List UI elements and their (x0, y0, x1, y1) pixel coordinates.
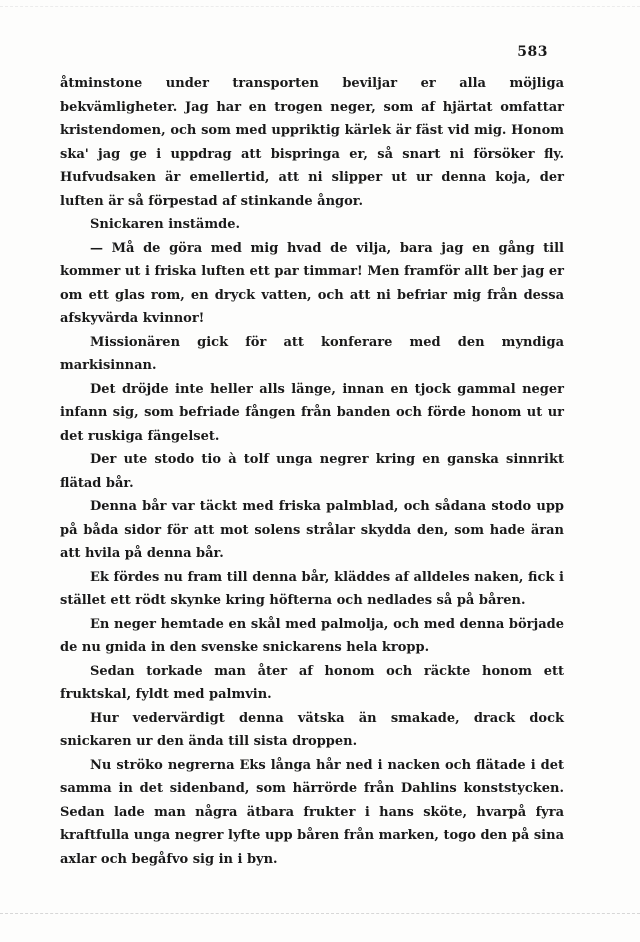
paragraph: Denna bår var täckt med friska palmblad, och sådana stodo upp på båda sidor för att mot solens strålar skydda den, som hade äran att hvila på denna bår. (60, 499, 564, 561)
paragraph: Sedan torkade man åter af honom och räckte honom ett fruktskal, fyldt med palmvin. (60, 663, 564, 702)
paragraph: Der ute stodo tio à tolf unga negrer kring en ganska sinnrikt flätad bår. (60, 452, 564, 491)
page-number: 583 (517, 44, 548, 60)
scan-edge-top (0, 6, 640, 7)
paragraph: Snickaren instämde. (90, 217, 241, 232)
body-text (60, 72, 564, 871)
paragraph: — Må de göra med mig hvad de vilja, bara jag en gång till kommer ut i friska luften ett par timmar! Men framför allt ber jag er om ett glas rom, en dryck vatten, och att ni befriar mig från dessa afskyvärda kvinnor! (60, 240, 564, 326)
paragraph: Ek fördes nu fram till denna bår, kläddes af alldeles naken, fick i stället ett rödt skynke kring höfterna och nedlades så på båren. (60, 569, 564, 608)
paragraph: Det dröjde inte heller alls länge, innan en tjock gammal neger infann sig, som befriade fången från banden och förde honom ut ur det ruskiga fängelset. (60, 381, 564, 444)
paragraph: Nu ströko negrerna Eks långa hår ned i nacken och flätade i det samma in det sidenband, som härrörde från Dahlins konststycken. Sedan lade man några ätbara frukter i hans sköte, hvarpå fyra kraftfulla unga negrer lyfte upp båren från marken, togo den på sina axlar och begåfvo sig in i byn. (60, 757, 564, 867)
paragraph: En neger hemtade en skål med palmolja, och med denna började de nu gnida in den svenske snickarens hela kropp. (60, 616, 564, 655)
paragraph: Missionären gick för att konferare med den myndiga markisinnan. (60, 334, 564, 373)
paragraph: Hur vedervärdigt denna vätska än smakade, drack dock snickaren ur den ända till sista droppen. (60, 710, 564, 749)
paragraph: åtminstone under transporten beviljar er alla möjliga bekvämligheter. Jag har en trogen neger, som af hjärtat omfattar kristendomen, och som med uppriktig kärlek är fäst vid mig. Honom ska' jag ge i uppdrag att bispringa er, så snart ni försöker fly. Hufvudsaken är emellertid, att ni slipper ut ur denna koja, der luften är så förpestad af stinkande ångor. (60, 76, 564, 209)
scan-edge-bottom (0, 913, 640, 914)
